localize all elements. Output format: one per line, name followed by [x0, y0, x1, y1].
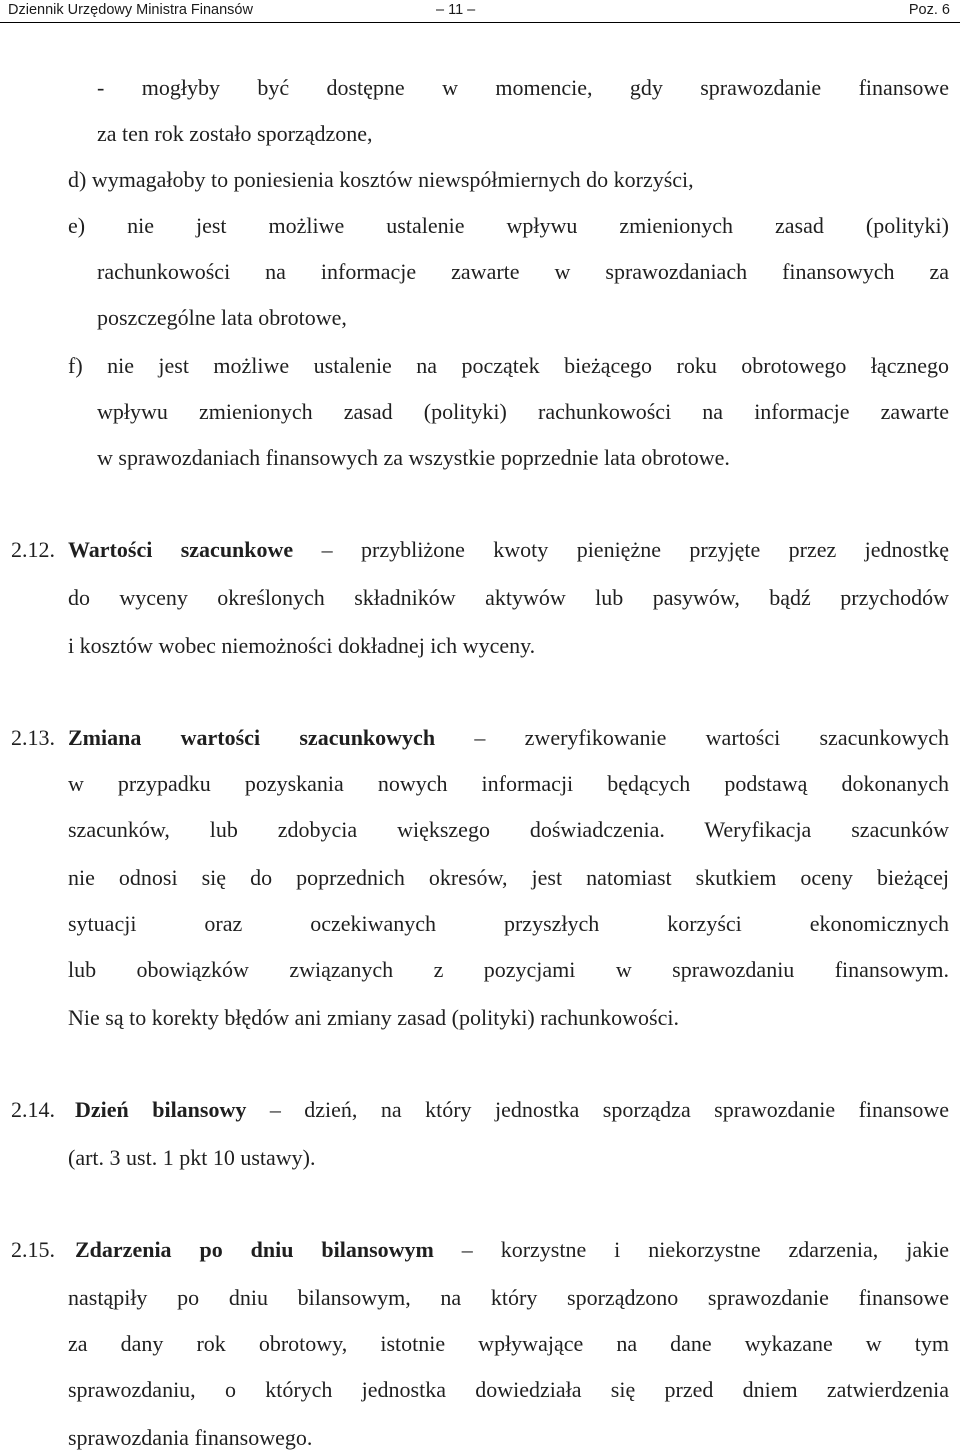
page-number: – 11 –	[436, 2, 476, 18]
definition-line: za dany rok obrotowy, istotnie wpływające na dane wykazane w tym	[68, 1331, 949, 1356]
definition-line: szacunków, lub zdobycia większego doświadczenia. Weryfikacja szacunków	[68, 817, 949, 842]
section-number: 2.13.	[11, 725, 55, 750]
list-item-c-continuation-end: za ten rok zostało sporządzone,	[97, 121, 373, 146]
definition-line: sprawozdaniu, o których jednostka dowiedziała się przed dniem zatwierdzenia	[68, 1377, 949, 1402]
definition-line	[68, 536, 949, 564]
list-item-c-continuation: - mogłyby być dostępne w momencie, gdy sprawozdanie finansowe	[97, 75, 949, 100]
list-item-f-line: wpływu zmienionych zasad (polityki) rachunkowości na informacje zawarte	[97, 399, 949, 424]
definition-term: Zmiana wartości szacunkowych	[68, 725, 436, 750]
journal-title: Dziennik Urzędowy Ministra Finansów	[8, 2, 253, 18]
definition-text: – zweryfikowanie wartości szacunkowych	[435, 725, 950, 750]
definition-line	[75, 1096, 949, 1124]
definition-text: – przybliżone kwoty pieniężne przyjęte przez jednostkę	[293, 537, 949, 562]
list-item-e: e) nie jest możliwe ustalenie wpływu zmienionych zasad (polityki)	[68, 213, 949, 238]
definition-term: Zdarzenia po dniu bilansowym	[75, 1237, 434, 1262]
list-item-f-line: w sprawozdaniach finansowych za wszystkie poprzednie lata obrotowe.	[97, 445, 730, 470]
definition-line: lub obowiązków związanych z pozycjami w sprawozdaniu finansowym.	[68, 957, 949, 982]
definition-line: i kosztów wobec niemożności dokładnej ich wyceny.	[68, 633, 536, 658]
definition-term: Dzień bilansowy	[75, 1097, 247, 1122]
section-number: 2.12.	[11, 537, 55, 562]
definition-text: – dzień, na który jednostka sporządza sprawozdanie finansowe	[246, 1097, 949, 1122]
definition-line: Nie są to korekty błędów ani zmiany zasad (polityki) rachunkowości.	[68, 1005, 679, 1030]
definition-text: – korzystne i niekorzystne zdarzenia, jakie	[433, 1237, 949, 1262]
section-number: 2.15.	[11, 1237, 55, 1262]
position-number: Poz. 6	[908, 2, 950, 18]
section-number: 2.14.	[11, 1097, 55, 1122]
definition-line: nie odnosi się do poprzednich okresów, jest natomiast skutkiem oceny bieżącej	[68, 865, 949, 890]
definition-line: do wyceny określonych składników aktywów lub pasywów, bądź przychodów	[68, 585, 949, 610]
list-item-e-line: poszczególne lata obrotowe,	[97, 305, 347, 330]
definition-line: nastąpiły po dniu bilansowym, na który sporządzono sprawozdanie finansowe	[68, 1285, 949, 1310]
definition-line: (art. 3 ust. 1 pkt 10 ustawy).	[68, 1145, 316, 1170]
definition-line: w przypadku pozyskania nowych informacji będących podstawą dokonanych	[68, 771, 949, 796]
definition-line: sytuacji oraz oczekiwanych przyszłych korzyści ekonomicznych	[68, 911, 949, 936]
list-item-f: f) nie jest możliwe ustalenie na początek bieżącego roku obrotowego łącznego	[68, 353, 949, 378]
list-item-e-line: rachunkowości na informacje zawarte w sprawozdaniach finansowych za	[97, 259, 949, 284]
page-header	[0, 0, 960, 23]
definition-line	[68, 724, 949, 752]
definition-line	[75, 1236, 949, 1264]
definition-line: sprawozdania finansowego.	[68, 1425, 313, 1450]
definition-term: Wartości szacunkowe	[68, 537, 294, 562]
list-item-d: d) wymagałoby to poniesienia kosztów niewspółmiernych do korzyści,	[68, 167, 694, 192]
